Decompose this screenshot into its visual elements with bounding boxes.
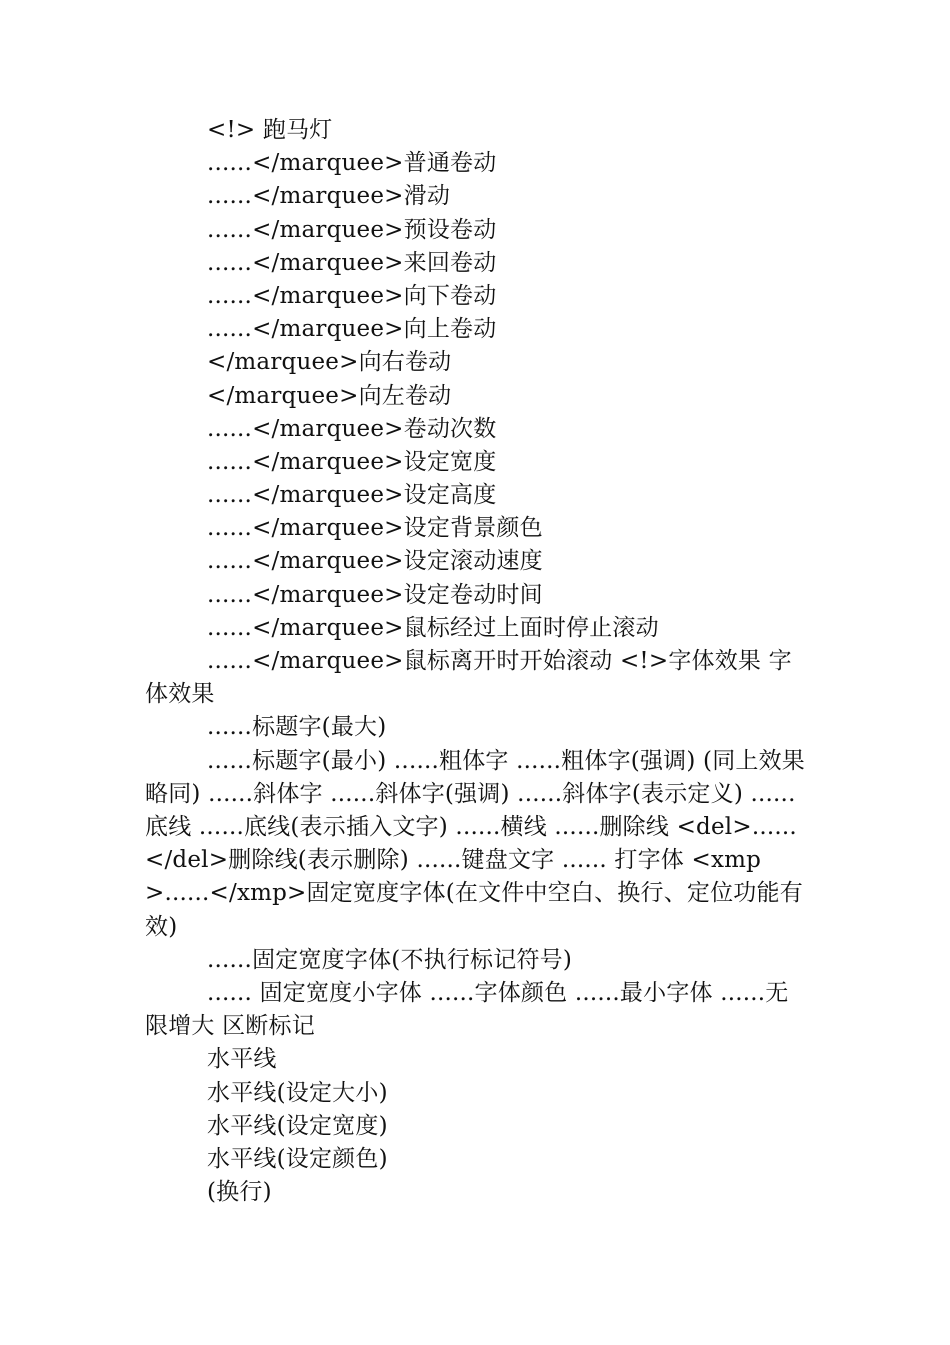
text-line: 水平线(设定大小) [207, 1079, 388, 1106]
text-line: (换行) [207, 1179, 272, 1206]
text-line: ......</marquee>设定高度 [207, 482, 497, 509]
text-line: ......标题字(最大) [207, 714, 387, 741]
text-line: ......固定宽度字体(不执行标记符号) [207, 946, 573, 973]
text-line: ......</marquee>设定滚动速度 [207, 548, 543, 575]
text-line: 水平线(设定颜色) [207, 1145, 388, 1172]
text-line: ......</marquee>设定宽度 [207, 448, 497, 475]
text-line: ......</marquee>普通卷动 [207, 150, 497, 177]
text-line: ......</marquee>鼠标经过上面时停止滚动 [207, 614, 659, 641]
text-line: ......</marquee>设定卷动时间 [207, 581, 543, 608]
paragraph-font-sizes: ...... 固定宽度小字体 ......字体颜色 ......最小字体 ......无限增大 区断标记 [145, 980, 789, 1040]
text-line: ......</marquee>卷动次数 [207, 415, 497, 442]
text-line: ......</marquee>向上卷动 [207, 316, 497, 343]
text-line: ......</marquee>预设卷动 [207, 216, 497, 243]
text-line: ......</marquee>来回卷动 [207, 249, 497, 276]
paragraph-marquee-font-effect: ......</marquee>鼠标离开时开始滚动 <!>字体效果 字体效果 [145, 648, 792, 708]
text-line: 水平线(设定宽度) [207, 1112, 388, 1139]
text-line: ......</marquee>设定背景颜色 [207, 515, 543, 542]
paragraph-font-styles: ......标题字(最小) ......粗体字 ......粗体字(强调) (同上效果略同) ......斜体字 ......斜体字(强调) ......斜体字(表示定义) ......底线 ......底线(表示插入文字) ......横线 ......删除线 <del>......</del>删除线(表示删除) ......键盘文字 ...... 打字体 <xmp>......</xmp>固定宽度字体(在文件中空白、换行、定位功能有效) [145, 747, 805, 940]
text-line: </marquee>向左卷动 [207, 382, 452, 409]
document-body [145, 114, 805, 1209]
text-line: 水平线 [207, 1046, 277, 1073]
text-line: ......</marquee>向下卷动 [207, 282, 497, 309]
text-line: <!> 跑马灯 [207, 117, 333, 143]
text-line: ......</marquee>滑动 [207, 183, 451, 210]
text-line: </marquee>向右卷动 [207, 349, 452, 376]
